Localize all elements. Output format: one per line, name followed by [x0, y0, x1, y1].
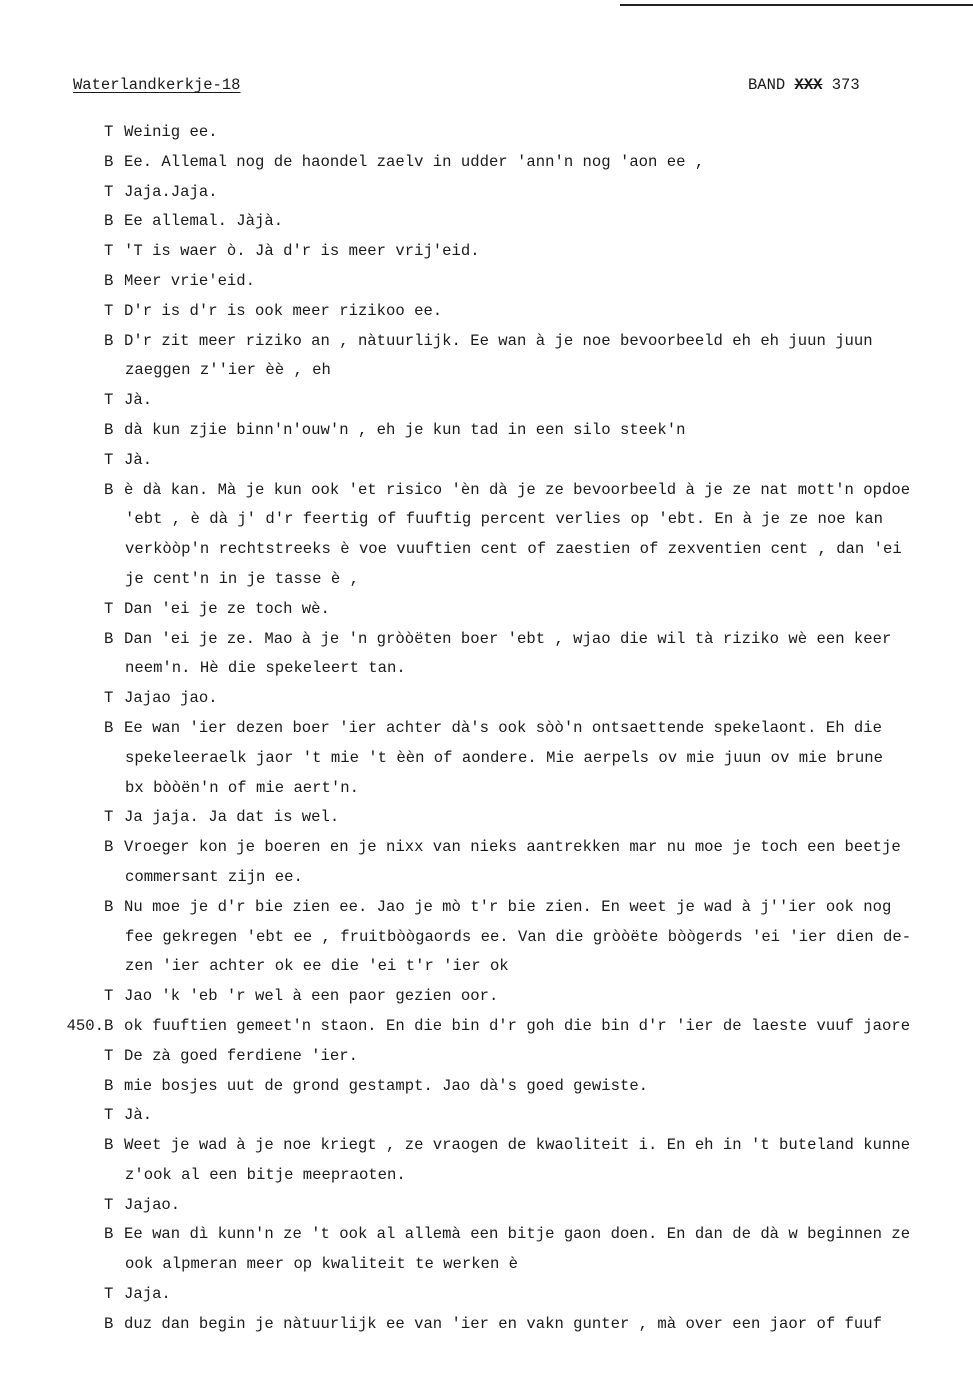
- speaker-label: B: [104, 1016, 114, 1035]
- transcript-continuation-line: [0, 535, 973, 565]
- transcript-continuation-line: [0, 1161, 973, 1191]
- utterance-text: Meer vrie'eid.: [124, 271, 256, 290]
- transcript-line: [0, 327, 973, 357]
- speaker-label: T: [104, 599, 114, 618]
- transcript-line: [0, 982, 973, 1012]
- transcript-continuation-line: [0, 356, 973, 386]
- transcript: [0, 118, 973, 1340]
- speaker-label: T: [104, 242, 114, 261]
- transcript-line: [0, 684, 973, 714]
- line-number: 450.: [66, 1016, 104, 1035]
- speaker-label: T: [104, 123, 114, 141]
- speaker-label: T: [104, 1195, 114, 1214]
- transcript-line: [0, 476, 973, 506]
- document-title: Waterlandkerkje-18: [73, 76, 241, 94]
- speaker-label: T: [104, 808, 114, 827]
- band-struck-out: XXX: [794, 76, 823, 94]
- utterance-text: ok fuuftien gemeet'n staon. En die bin d'r goh die bin d'r 'ier de laeste vuuf jaore: [124, 1016, 911, 1035]
- transcript-line: [0, 1101, 973, 1131]
- transcript-line: [0, 625, 973, 655]
- transcript-line: [0, 118, 973, 148]
- speaker-label: T: [104, 1046, 114, 1065]
- utterance-text: dà kun zjie binn'n'ouw'n , eh je kun tad in een silo steek'n: [124, 420, 686, 439]
- utterance-text: Ja jaja. Ja dat is wel.: [124, 808, 340, 827]
- transcript-line: [0, 386, 973, 416]
- transcript-line: [0, 1280, 973, 1310]
- utterance-text: De zà goed ferdiene 'ier.: [124, 1046, 358, 1065]
- utterance-text: D'r is d'r is ook meer rizikoo ee.: [124, 301, 443, 320]
- transcript-continuation-line: [0, 505, 973, 535]
- speaker-label: B: [104, 1076, 114, 1095]
- speaker-label: B: [104, 152, 114, 171]
- utterance-text: verkòòp'n rechtstreeks è voe vuuftien cent of zaestien of zexventien cent , dan 'ei: [125, 540, 902, 559]
- top-rule: [620, 4, 973, 6]
- utterance-text: je cent'n in je tasse è ,: [125, 569, 359, 588]
- utterance-text: neem'n. Hè die spekeleert tan.: [125, 659, 406, 678]
- speaker-label: T: [104, 1106, 114, 1125]
- speaker-label: B: [104, 1225, 114, 1244]
- utterance-text: Jà.: [124, 1106, 153, 1125]
- transcript-line: [0, 267, 973, 297]
- utterance-text: Jaja.: [124, 1285, 171, 1304]
- utterance-text: commersant zijn ee.: [125, 867, 303, 886]
- utterance-text: Ee. Allemal nog de haondel zaelv in udder 'ann'n nog 'aon ee ,: [124, 152, 705, 171]
- transcript-line: [0, 446, 973, 476]
- speaker-label: B: [104, 838, 114, 857]
- speaker-label: B: [104, 212, 114, 231]
- transcript-continuation-line: [0, 923, 973, 953]
- speaker-label: B: [104, 1136, 114, 1155]
- transcript-continuation-line: [0, 1250, 973, 1280]
- transcript-line: [0, 297, 973, 327]
- speaker-label: B: [104, 897, 114, 916]
- utterance-text: è dà kan. Mà je kun ook 'et risico 'èn dà je ze bevoorbeeld à je ze nat mott'n opdoe: [124, 480, 911, 499]
- transcript-line: [0, 803, 973, 833]
- transcript-line: [0, 893, 973, 923]
- speaker-label: T: [104, 391, 114, 410]
- transcript-continuation-line: [0, 565, 973, 595]
- transcript-continuation-line: [0, 863, 973, 893]
- speaker-label: B: [104, 420, 114, 439]
- utterance-text: Jao 'k 'eb 'r wel à een paor gezien oor.: [124, 987, 499, 1006]
- utterance-text: Weet je wad à je noe kriegt , ze vraogen de kwaoliteit i. En eh in 't buteland kunne: [124, 1136, 911, 1155]
- transcript-line: [0, 237, 973, 267]
- speaker-label: B: [104, 480, 114, 499]
- utterance-text: Ee allemal. Jàjà.: [124, 212, 284, 231]
- utterance-text: Jà.: [124, 391, 153, 410]
- transcript-line: [0, 1220, 973, 1250]
- transcript-line: [0, 207, 973, 237]
- speaker-label: B: [104, 718, 114, 737]
- speaker-label: T: [104, 689, 114, 708]
- transcript-continuation-line: [0, 952, 973, 982]
- utterance-text: ook alpmeran meer op kwaliteit te werken è: [125, 1255, 519, 1274]
- page-header: [73, 76, 873, 100]
- speaker-label: T: [104, 301, 114, 320]
- utterance-text: D'r zit meer riziko an , nàtuurlijk. Ee wan à je noe bevoorbeeld eh eh juun juun: [124, 331, 873, 350]
- transcript-line: [0, 595, 973, 625]
- speaker-label: T: [104, 1285, 114, 1304]
- speaker-label: B: [104, 271, 114, 290]
- utterance-text: bx bòòën'n of mie aert'n.: [125, 778, 359, 797]
- utterance-text: 'ebt , è dà j' d'r feertig of fuuftig percent verlies op 'ebt. En à je ze noe kan: [125, 510, 883, 529]
- speaker-label: B: [104, 629, 114, 648]
- utterance-text: Dan 'ei je ze. Mao à je 'n gròòëten boer 'ebt , wjao die wil tà riziko wè een keer: [124, 629, 892, 648]
- transcript-line: [0, 1072, 973, 1102]
- transcript-continuation-line: [0, 654, 973, 684]
- utterance-text: Jajao.: [124, 1195, 181, 1214]
- transcript-line: [0, 833, 973, 863]
- transcript-line: [0, 416, 973, 446]
- speaker-label: B: [104, 1314, 114, 1333]
- utterance-text: duz dan begin je nàtuurlijk ee van 'ier en vakn gunter , mà over een jaor of fuuf: [124, 1314, 882, 1333]
- utterance-text: z'ook al een bitje meepraoten.: [125, 1165, 406, 1184]
- utterance-text: Nu moe je d'r bie zien ee. Jao je mò t'r bie zien. En weet je wad à j''ier ook nog: [124, 897, 892, 916]
- utterance-text: spekeleeraelk jaor 't mie 't èèn of aondere. Mie aerpels ov mie juun ov mie brune: [125, 748, 883, 767]
- speaker-label: T: [104, 182, 114, 201]
- transcript-line: [0, 714, 973, 744]
- utterance-text: Jà.: [124, 450, 153, 469]
- utterance-text: Weinig ee.: [124, 123, 218, 141]
- transcript-line: [0, 148, 973, 178]
- utterance-text: Jaja.Jaja.: [124, 182, 218, 201]
- transcript-line: [0, 1042, 973, 1072]
- transcript-line: [0, 1191, 973, 1221]
- utterance-text: zaeggen z''ier èè , eh: [125, 361, 331, 380]
- transcript-continuation-line: [0, 774, 973, 804]
- utterance-text: fee gekregen 'ebt ee , fruitbòògaords ee. Van die gròòëte bòògerds 'ei 'ier dien de-: [125, 927, 912, 946]
- band-reference: [748, 76, 860, 94]
- speaker-label: T: [104, 987, 114, 1006]
- utterance-text: mie bosjes uut de grond gestampt. Jao dà's goed gewiste.: [124, 1076, 649, 1095]
- utterance-text: Ee wan dì kunn'n ze 't ook al allemà een bitje gaon doen. En dan de dà w beginnen ze: [124, 1225, 911, 1244]
- utterance-text: zen 'ier achter ok ee die 'ei t'r 'ier ok: [125, 957, 509, 976]
- transcript-line: [0, 1310, 973, 1340]
- utterance-text: Jajao jao.: [124, 689, 218, 708]
- utterance-text: Ee wan 'ier dezen boer 'ier achter dà's ook sòò'n ontsaettende spekelaont. Eh die: [124, 718, 882, 737]
- band-number: 373: [831, 76, 860, 94]
- utterance-text: 'T is waer ò. Jà d'r is meer vrij'eid.: [124, 242, 480, 261]
- transcript-line: [0, 1131, 973, 1161]
- band-label: BAND: [748, 76, 786, 94]
- speaker-label: B: [104, 331, 114, 350]
- utterance-text: Vroeger kon je boeren en je nixx van nieks aantrekken mar nu moe je toch een beetje: [124, 838, 901, 857]
- transcript-line: [0, 178, 973, 208]
- transcript-line: [0, 1012, 973, 1042]
- utterance-text: Dan 'ei je ze toch wè.: [124, 599, 330, 618]
- transcript-continuation-line: [0, 744, 973, 774]
- speaker-label: T: [104, 450, 114, 469]
